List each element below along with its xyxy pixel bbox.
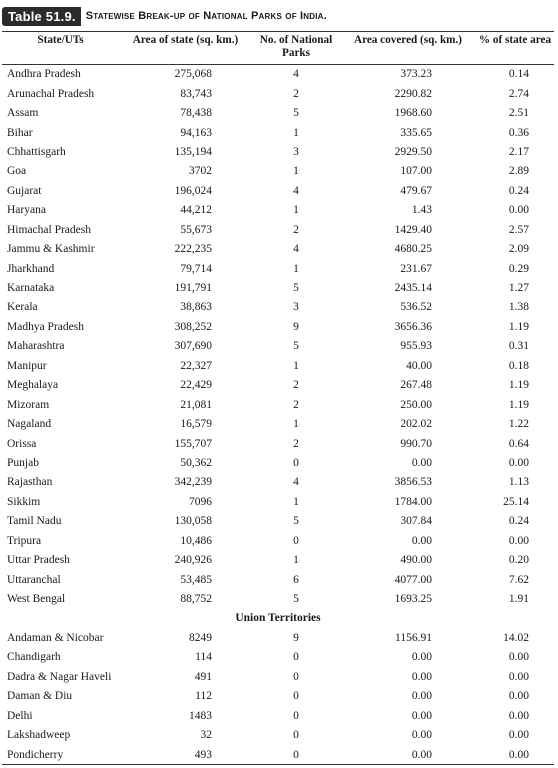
cell-state: Nagaland <box>7 418 52 431</box>
state-row <box>2 123 554 142</box>
cell-area-of-state: 222,235 <box>174 243 212 256</box>
state-row <box>2 532 554 551</box>
cell-percent-area: 1.38 <box>508 301 529 314</box>
cell-area-of-state: 94,163 <box>180 126 212 139</box>
cell-area-of-state: 491 <box>194 670 212 683</box>
column-header-area-of-state: Area of state (sq. km.) <box>119 34 252 65</box>
cell-area-covered: 0.00 <box>411 670 432 683</box>
cell-area-covered: 536.52 <box>400 301 432 314</box>
table-caption <box>2 6 327 26</box>
cell-no-of-parks: 6 <box>293 573 299 586</box>
cell-state: Tamil Nadu <box>7 515 62 528</box>
cell-no-of-parks: 1 <box>293 554 299 567</box>
cell-area-covered: 202.02 <box>400 418 432 431</box>
cell-area-covered: 107.00 <box>400 165 432 178</box>
section-heading-union-territories: Union Territories <box>235 612 321 625</box>
cell-no-of-parks: 4 <box>293 243 299 256</box>
cell-percent-area: 0.00 <box>508 534 529 547</box>
cell-state: Punjab <box>7 456 39 469</box>
cell-area-covered: 1156.91 <box>395 631 432 644</box>
cell-state: Daman & Diu <box>7 690 73 703</box>
state-row <box>2 357 554 376</box>
cell-percent-area: 1.22 <box>508 418 529 431</box>
cell-no-of-parks: 0 <box>293 690 299 703</box>
cell-no-of-parks: 9 <box>293 320 299 333</box>
cell-no-of-parks: 3 <box>293 301 299 314</box>
cell-percent-area: 0.18 <box>508 359 529 372</box>
bottom-rule <box>2 764 554 765</box>
state-row <box>2 104 554 123</box>
section-row <box>2 609 554 628</box>
cell-no-of-parks: 1 <box>293 126 299 139</box>
state-row <box>2 201 554 220</box>
state-row <box>2 162 554 181</box>
cell-area-covered: 0.00 <box>411 651 432 664</box>
cell-area-covered: 2435.14 <box>394 282 432 295</box>
cell-area-of-state: 155,707 <box>174 437 212 450</box>
cell-no-of-parks: 0 <box>293 748 299 761</box>
column-header-state: State/UTs <box>2 34 119 65</box>
cell-percent-area: 2.17 <box>508 145 529 158</box>
cell-state: Lakshadweep <box>7 729 71 742</box>
cell-percent-area: 0.20 <box>508 554 529 567</box>
cell-area-of-state: 78,438 <box>180 107 212 120</box>
cell-percent-area: 0.00 <box>508 729 529 742</box>
cell-state: Uttaranchal <box>7 573 61 586</box>
cell-area-covered: 490.00 <box>400 554 432 567</box>
cell-no-of-parks: 5 <box>293 340 299 353</box>
cell-area-covered: 0.00 <box>411 690 432 703</box>
cell-area-covered: 2929.50 <box>394 145 432 158</box>
cell-state: Gujarat <box>7 184 42 197</box>
state-row <box>2 493 554 512</box>
cell-area-covered: 1968.60 <box>394 107 432 120</box>
state-row <box>2 337 554 356</box>
cell-area-of-state: 307,690 <box>174 340 212 353</box>
cell-area-covered: 1693.25 <box>394 593 432 606</box>
top-rule <box>2 31 554 32</box>
cell-no-of-parks: 2 <box>293 398 299 411</box>
cell-state: Jharkhand <box>7 262 55 275</box>
cell-state: Meghalaya <box>7 379 59 392</box>
state-row <box>2 143 554 162</box>
cell-area-covered: 990.70 <box>400 437 432 450</box>
cell-state: Goa <box>7 165 27 178</box>
state-row <box>2 318 554 337</box>
cell-no-of-parks: 1 <box>293 418 299 431</box>
cell-no-of-parks: 2 <box>293 223 299 236</box>
cell-area-of-state: 10,486 <box>180 534 212 547</box>
table-number: Table 51.9. <box>2 7 81 26</box>
cell-area-covered: 479.67 <box>400 184 432 197</box>
state-row <box>2 454 554 473</box>
state-row <box>2 65 554 85</box>
cell-state: Delhi <box>7 709 33 722</box>
cell-area-covered: 3656.36 <box>394 320 432 333</box>
cell-state: Chhattisgarh <box>7 145 66 158</box>
cell-state: Chandigarh <box>7 651 61 664</box>
cell-percent-area: 2.57 <box>508 223 529 236</box>
cell-no-of-parks: 0 <box>293 709 299 722</box>
cell-area-covered: 955.93 <box>400 340 432 353</box>
cell-no-of-parks: 2 <box>293 87 299 100</box>
state-row <box>2 84 554 103</box>
cell-area-covered: 0.00 <box>411 729 432 742</box>
cell-area-of-state: 308,252 <box>174 320 212 333</box>
state-row <box>2 473 554 492</box>
cell-no-of-parks: 4 <box>293 68 299 81</box>
cell-area-of-state: 3702 <box>189 165 212 178</box>
state-row <box>2 512 554 531</box>
cell-percent-area: 0.00 <box>508 651 529 664</box>
cell-no-of-parks: 0 <box>293 651 299 664</box>
cell-no-of-parks: 5 <box>293 515 299 528</box>
state-row <box>2 395 554 414</box>
cell-area-of-state: 22,429 <box>180 379 212 392</box>
cell-percent-area: 1.19 <box>508 398 529 411</box>
state-row <box>2 259 554 278</box>
cell-area-of-state: 112 <box>195 690 212 703</box>
cell-area-of-state: 1483 <box>189 709 212 722</box>
cell-percent-area: 0.36 <box>508 126 529 139</box>
cell-no-of-parks: 5 <box>293 593 299 606</box>
cell-percent-area: 7.62 <box>508 573 529 586</box>
cell-no-of-parks: 0 <box>293 456 299 469</box>
cell-state: Karnataka <box>7 282 55 295</box>
state-row <box>2 590 554 609</box>
cell-area-of-state: 130,058 <box>174 515 212 528</box>
cell-no-of-parks: 2 <box>293 437 299 450</box>
cell-no-of-parks: 1 <box>293 262 299 275</box>
cell-area-of-state: 55,673 <box>180 223 212 236</box>
cell-state: Jammu & Kashmir <box>7 243 95 256</box>
cell-percent-area: 2.74 <box>508 87 529 100</box>
column-header-area-covered: Area covered (sq. km.) <box>340 34 476 65</box>
cell-no-of-parks: 9 <box>293 631 299 644</box>
cell-area-covered: 4680.25 <box>394 243 432 256</box>
cell-area-of-state: 16,579 <box>180 418 212 431</box>
state-row <box>2 570 554 589</box>
cell-area-covered: 335.65 <box>400 126 432 139</box>
cell-area-of-state: 50,362 <box>180 456 212 469</box>
cell-area-of-state: 83,743 <box>180 87 212 100</box>
union-territory-row <box>2 726 554 745</box>
cell-area-covered: 307.84 <box>400 515 432 528</box>
cell-area-of-state: 275,068 <box>174 68 212 81</box>
cell-area-of-state: 135,194 <box>174 145 212 158</box>
state-row <box>2 240 554 259</box>
cell-no-of-parks: 4 <box>293 476 299 489</box>
cell-area-covered: 0.00 <box>411 456 432 469</box>
cell-state: Arunachal Pradesh <box>7 87 95 100</box>
state-row <box>2 551 554 570</box>
cell-percent-area: 0.00 <box>508 204 529 217</box>
cell-area-covered: 267.48 <box>400 379 432 392</box>
cell-percent-area: 2.09 <box>508 243 529 256</box>
cell-area-covered: 0.00 <box>411 748 432 761</box>
cell-state: Madhya Pradesh <box>7 320 84 333</box>
cell-percent-area: 1.13 <box>508 476 529 489</box>
cell-state: Himachal Pradesh <box>7 223 91 236</box>
union-territory-row <box>2 706 554 725</box>
cell-percent-area: 1.19 <box>508 320 529 333</box>
cell-state: Rajasthan <box>7 476 53 489</box>
cell-no-of-parks: 1 <box>293 204 299 217</box>
cell-percent-area: 2.51 <box>508 107 529 120</box>
cell-state: Assam <box>7 107 39 120</box>
state-row <box>2 279 554 298</box>
cell-percent-area: 0.31 <box>508 340 529 353</box>
cell-no-of-parks: 2 <box>293 379 299 392</box>
cell-area-of-state: 114 <box>195 651 212 664</box>
union-territory-row <box>2 648 554 667</box>
cell-state: Haryana <box>7 204 46 217</box>
cell-area-covered: 1784.00 <box>394 495 432 508</box>
cell-state: Andhra Pradesh <box>7 68 81 81</box>
cell-state: Andaman & Nicobar <box>7 631 104 644</box>
cell-area-of-state: 493 <box>194 748 212 761</box>
cell-area-of-state: 88,752 <box>180 593 212 606</box>
cell-area-of-state: 8249 <box>189 631 212 644</box>
state-row <box>2 376 554 395</box>
cell-state: Dadra & Nagar Haveli <box>7 670 112 683</box>
cell-percent-area: 0.00 <box>508 690 529 703</box>
cell-area-of-state: 32 <box>200 729 212 742</box>
cell-no-of-parks: 5 <box>293 107 299 120</box>
cell-area-of-state: 240,926 <box>174 554 212 567</box>
cell-state: Bihar <box>7 126 33 139</box>
cell-area-of-state: 196,024 <box>174 184 212 197</box>
cell-area-of-state: 38,863 <box>180 301 212 314</box>
cell-area-covered: 373.23 <box>400 68 432 81</box>
state-row <box>2 298 554 317</box>
cell-area-covered: 2290.82 <box>394 87 432 100</box>
cell-no-of-parks: 0 <box>293 534 299 547</box>
cell-percent-area: 14.02 <box>503 631 529 644</box>
cell-area-of-state: 79,714 <box>180 262 212 275</box>
state-row <box>2 182 554 201</box>
cell-state: Kerala <box>7 301 38 314</box>
cell-area-of-state: 7096 <box>189 495 212 508</box>
cell-area-covered: 1429.40 <box>394 223 432 236</box>
header-row <box>2 34 554 65</box>
cell-state: Manipur <box>7 359 47 372</box>
cell-area-covered: 4077.00 <box>394 573 432 586</box>
column-header-no-of-parks: No. of National Parks <box>252 34 340 65</box>
cell-area-of-state: 44,212 <box>180 204 212 217</box>
cell-state: Mizoram <box>7 398 50 411</box>
cell-no-of-parks: 3 <box>293 145 299 158</box>
cell-percent-area: 1.27 <box>508 282 529 295</box>
cell-state: Maharashtra <box>7 340 65 353</box>
cell-state: West Bengal <box>7 593 66 606</box>
union-territory-row <box>2 687 554 706</box>
cell-percent-area: 0.00 <box>508 709 529 722</box>
union-territory-row <box>2 745 554 764</box>
cell-area-of-state: 21,081 <box>180 398 212 411</box>
cell-area-of-state: 191,791 <box>174 282 212 295</box>
cell-no-of-parks: 5 <box>293 282 299 295</box>
cell-no-of-parks: 1 <box>293 495 299 508</box>
cell-area-of-state: 22,327 <box>180 359 212 372</box>
cell-percent-area: 2.89 <box>508 165 529 178</box>
cell-percent-area: 0.14 <box>508 68 529 81</box>
cell-state: Orissa <box>7 437 37 450</box>
union-territory-row <box>2 629 554 648</box>
column-header-percent-area: % of state area <box>476 34 554 65</box>
cell-percent-area: 0.00 <box>508 670 529 683</box>
cell-area-of-state: 342,239 <box>174 476 212 489</box>
cell-no-of-parks: 1 <box>293 165 299 178</box>
union-territory-row <box>2 668 554 687</box>
cell-no-of-parks: 4 <box>293 184 299 197</box>
table-title: Statewise Break-up of National Parks of India. <box>85 10 327 22</box>
cell-percent-area: 1.91 <box>508 593 529 606</box>
cell-area-covered: 0.00 <box>411 709 432 722</box>
cell-area-covered: 1.43 <box>411 204 432 217</box>
national-parks-table <box>2 34 554 765</box>
table-body <box>2 65 554 765</box>
cell-no-of-parks: 0 <box>293 670 299 683</box>
cell-state: Pondicherry <box>7 748 64 761</box>
state-row <box>2 415 554 434</box>
cell-state: Uttar Pradesh <box>7 554 70 567</box>
cell-state: Tripura <box>7 534 42 547</box>
cell-area-covered: 40.00 <box>406 359 432 372</box>
cell-percent-area: 1.19 <box>508 379 529 392</box>
cell-area-covered: 3856.53 <box>394 476 432 489</box>
cell-area-covered: 250.00 <box>400 398 432 411</box>
cell-percent-area: 25.14 <box>503 495 529 508</box>
cell-percent-area: 0.00 <box>508 748 529 761</box>
cell-percent-area: 0.24 <box>508 184 529 197</box>
cell-no-of-parks: 0 <box>293 729 299 742</box>
cell-percent-area: 0.29 <box>508 262 529 275</box>
cell-percent-area: 0.00 <box>508 456 529 469</box>
cell-percent-area: 0.24 <box>508 515 529 528</box>
state-row <box>2 434 554 453</box>
cell-area-covered: 0.00 <box>411 534 432 547</box>
cell-area-covered: 231.67 <box>400 262 432 275</box>
state-row <box>2 221 554 240</box>
cell-state: Sikkim <box>7 495 41 508</box>
cell-area-of-state: 53,485 <box>180 573 212 586</box>
cell-no-of-parks: 1 <box>293 359 299 372</box>
cell-percent-area: 0.64 <box>508 437 529 450</box>
